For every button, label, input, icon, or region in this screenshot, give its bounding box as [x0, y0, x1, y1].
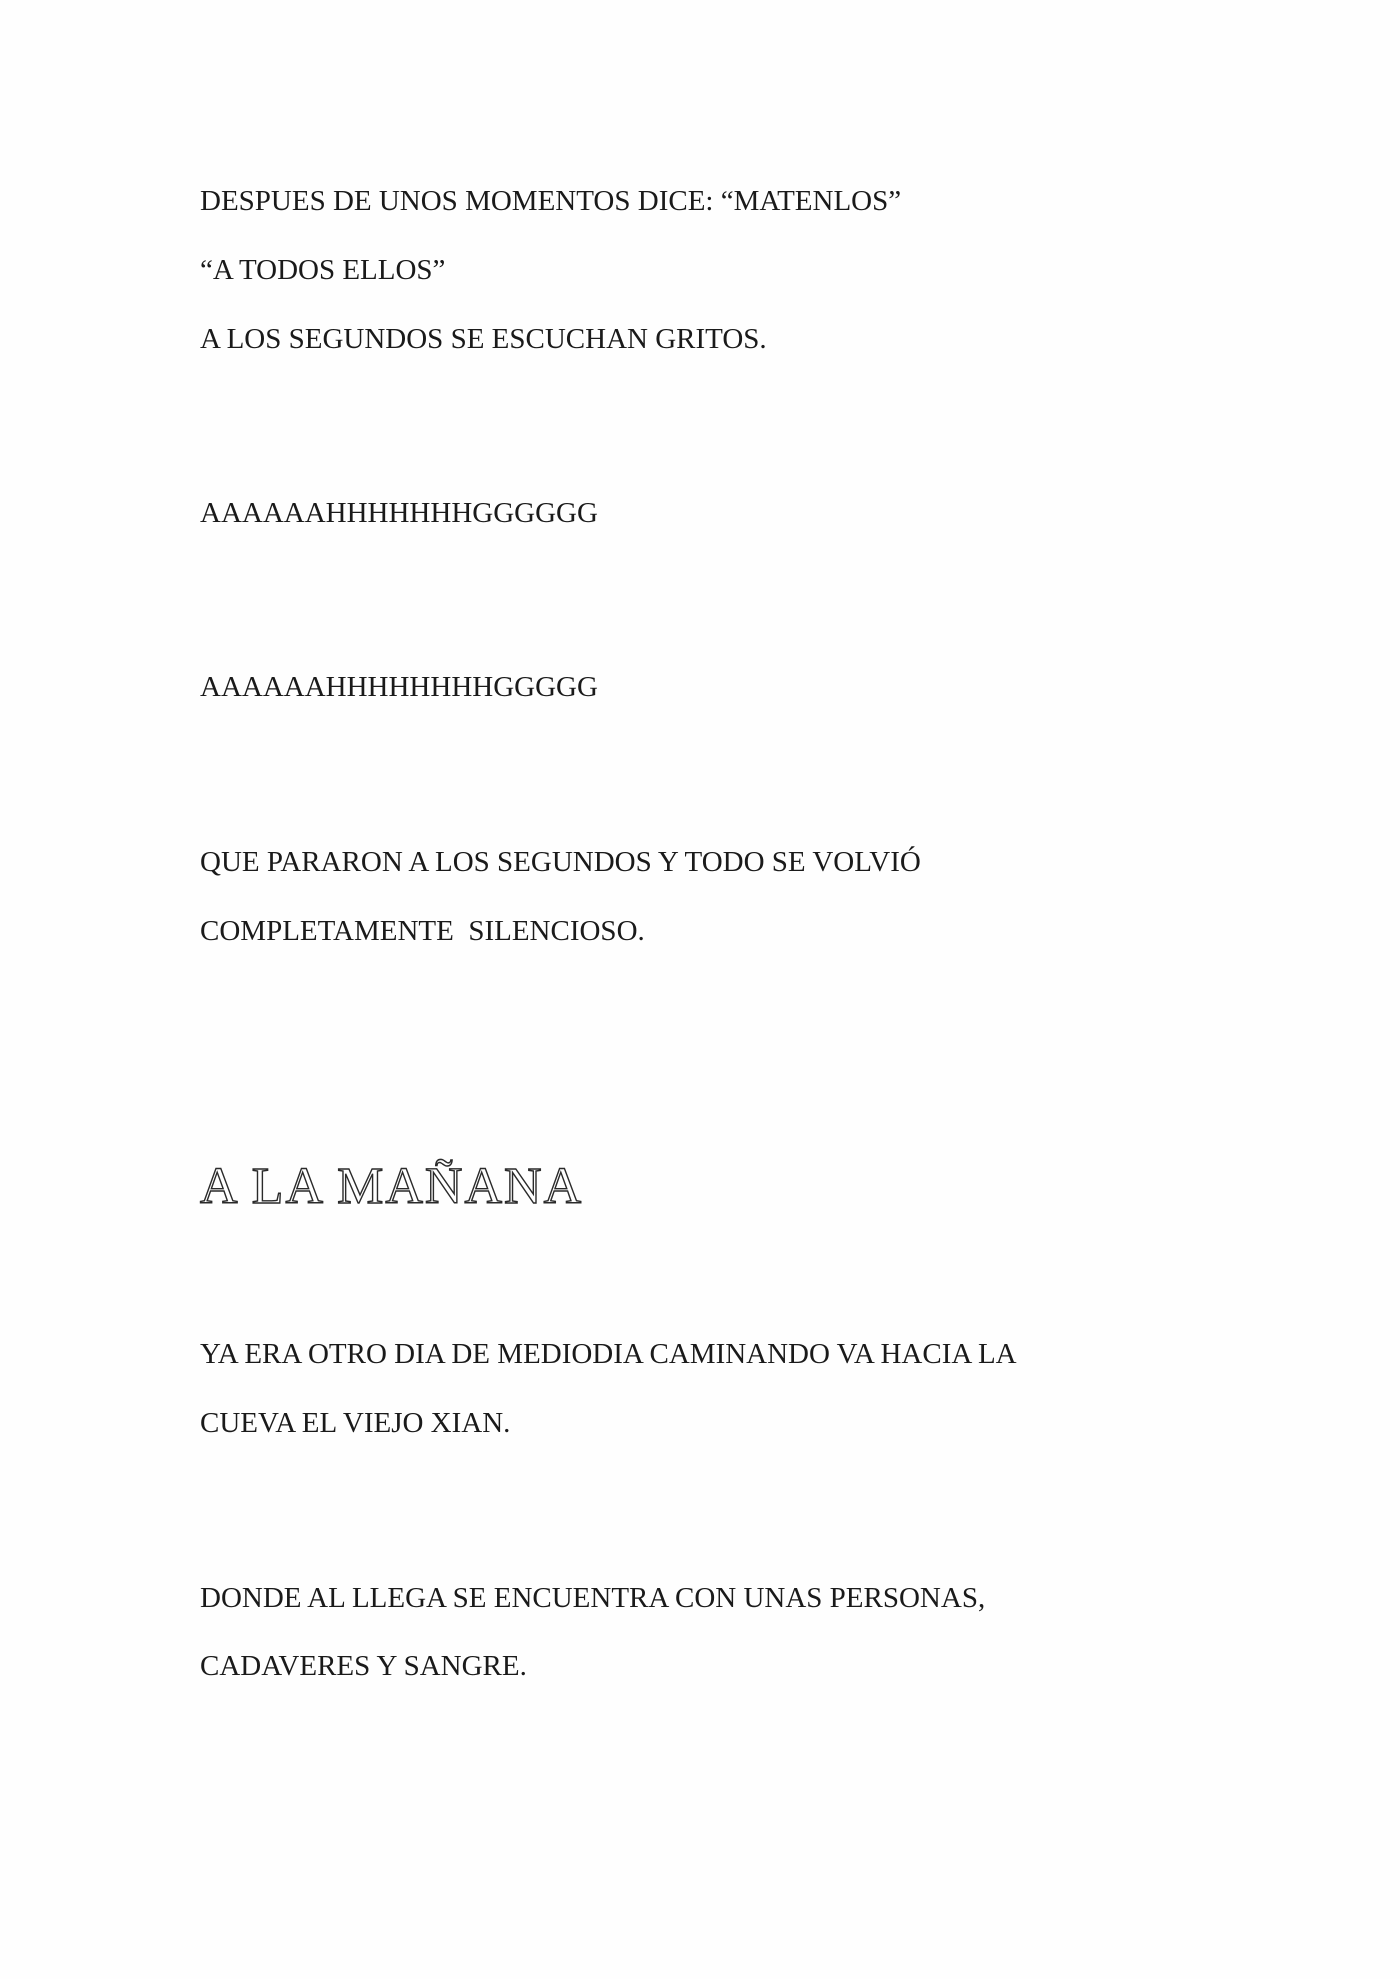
text-line: A LOS SEGUNDOS SE ESCUCHAN GRITOS. — [200, 323, 767, 355]
text-line: CADAVERES Y SANGRE. — [200, 1650, 527, 1682]
scream-line: AAAAAAHHHHHHHGGGGGG — [200, 497, 598, 529]
text-line: “A TODOS ELLOS” — [200, 254, 446, 286]
text-line: COMPLETAMENTE SILENCIOSO. — [200, 915, 645, 947]
text-line: QUE PARARON A LOS SEGUNDOS Y TODO SE VOLVIÓ — [200, 846, 921, 878]
section-heading: A LA MAÑANA — [200, 1158, 584, 1215]
scream-line: AAAAAAHHHHHHHHGGGGG — [200, 671, 598, 703]
text-line: DONDE AL LLEGA SE ENCUENTRA CON UNAS PERSONAS, — [200, 1582, 986, 1614]
text-line: YA ERA OTRO DIA DE MEDIODIA CAMINANDO VA HACIA LA — [200, 1338, 1017, 1370]
text-line: DESPUES DE UNOS MOMENTOS DICE: “MATENLOS” — [200, 185, 902, 217]
text-line: CUEVA EL VIEJO XIAN. — [200, 1407, 511, 1439]
